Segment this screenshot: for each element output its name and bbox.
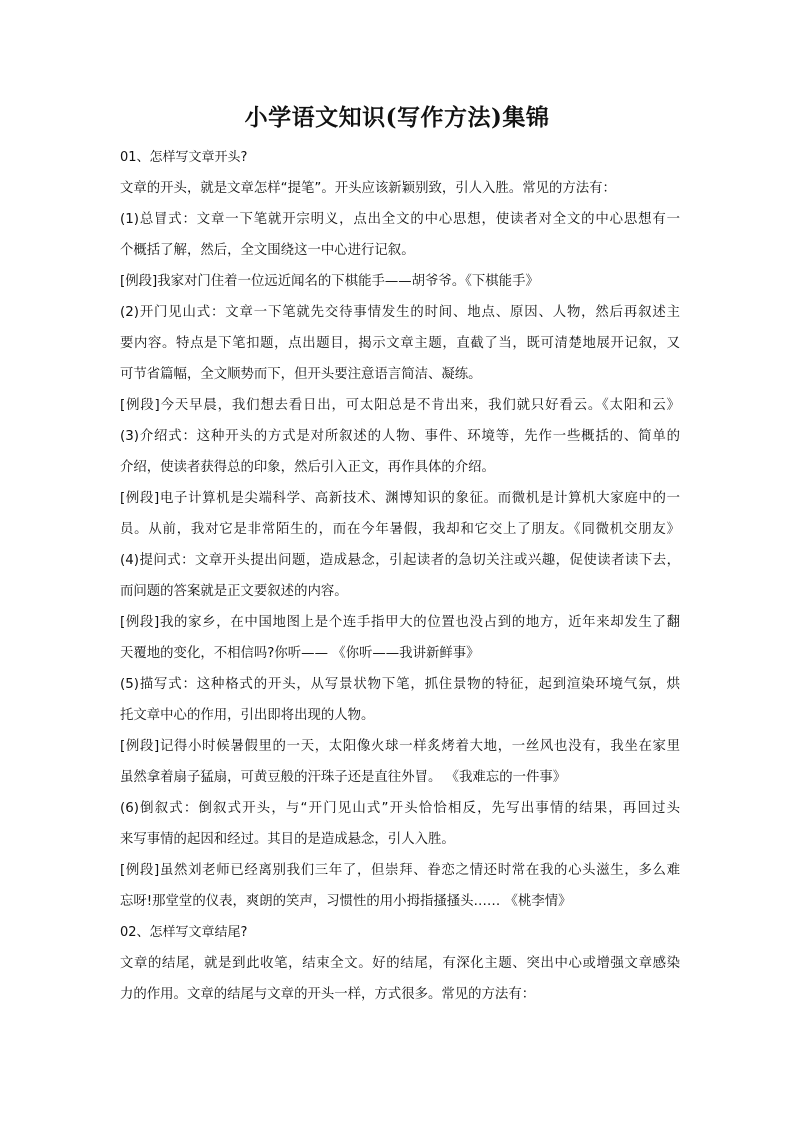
paragraph-line: 介绍，使读者获得总的印象，然后引入正文，再作具体的介绍。 [120,460,495,475]
paragraph-line: (4)提问式：文章开头提出问题，造成悬念，引起读者的急切关注或兴趣，促使读者读下去， [120,553,680,568]
document-body [120,142,680,1010]
paragraph-line: 可节省篇幅，全文顺势而下，但开头要注意语言简洁、凝练。 [120,367,482,382]
paragraph-line: (1)总冒式：文章一下笔就开宗明义，点出全文的中心思想，使读者对全文的中心思想有一 [120,212,680,227]
example-line: [例段]虽然刘老师已经离别我们三年了，但崇拜、眷恋之情还时常在我的心头滋生，多么难 [120,863,680,878]
document-title: 小学语文知识(写作方法)集锦 [244,104,550,131]
paragraph-line: 托文章中心的作用，引出即将出现的人物。 [120,708,375,723]
paragraph-line: (6)倒叙式：倒叙式开头，与“开门见山式”开头恰恰相反，先写出事情的结果，再回过头 [120,801,680,816]
paragraph-line: (3)介绍式：这种开头的方式是对所叙述的人物、事件、环境等，先作一些概括的、简单的 [120,429,680,444]
example-line: [例段]电子计算机是尖端科学、高新技术、渊博知识的象征。而微机是计算机大家庭中的一 [120,491,680,506]
example-line: [例段]今天早晨，我们想去看日出，可太阳总是不肯出来，我们就只好看云。《太阳和云》 [120,398,680,413]
example-line: [例段]记得小时候暑假里的一天，太阳像火球一样炙烤着大地，一丝风也没有，我坐在家里 [120,739,680,754]
example-line: 天覆地的变化，不相信吗?你听—— 《你听——我讲新鲜事》 [120,646,480,661]
example-line: 虽然拿着扇子猛扇，可黄豆般的汗珠子还是直往外冒。 《我难忘的一件事》 [120,770,567,785]
paragraph-line: 力的作用。文章的结尾与文章的开头一样，方式很多。常见的方法有： [120,987,536,1002]
paragraph-line: 个概括了解，然后，全文围绕这一中心进行记叙。 [120,243,415,258]
paragraph-line: 要内容。特点是下笔扣题，点出题目，揭示文章主题，直截了当，既可清楚地展开记叙，又 [120,336,680,351]
paragraph-line: 文章的开头，就是文章怎样“提笔”。开头应该新颖别致，引人入胜。常见的方法有： [120,181,616,196]
paragraph-line: (2)开门见山式：文章一下笔就先交待事情发生的时间、地点、原因、人物，然后再叙述主 [120,305,680,320]
section-heading: 01、怎样写文章开头? [120,150,248,165]
paragraph-line: (5)描写式：这种格式的开头，从写景状物下笔，抓住景物的特征，起到渲染环境气氛，烘 [120,677,680,692]
paragraph-line: 来写事情的起因和经过。其目的是造成悬念，引人入胜。 [120,832,455,847]
example-line: [例段]我家对门住着一位远近闻名的下棋能手——胡爷爷。《下棋能手》 [120,274,539,289]
section-heading: 02、怎样写文章结尾? [120,925,248,940]
paragraph-line: 而问题的答案就是正文要叙述的内容。 [120,584,348,599]
example-line: 忘呀!那堂堂的仪表，爽朗的笑声，习惯性的用小拇指搔搔头…… 《桃李情》 [120,894,572,909]
example-line: [例段]我的家乡，在中国地图上是个连手指甲大的位置也没占到的地方，近年来却发生了翻 [120,615,680,630]
example-line: 员。从前，我对它是非常陌生的，而在今年暑假，我却和它交上了朋友。《同微机交朋友》 [120,522,680,537]
paragraph-line: 文章的结尾，就是到此收笔，结束全文。好的结尾，有深化主题、突出中心或增强文章感染 [120,956,680,971]
